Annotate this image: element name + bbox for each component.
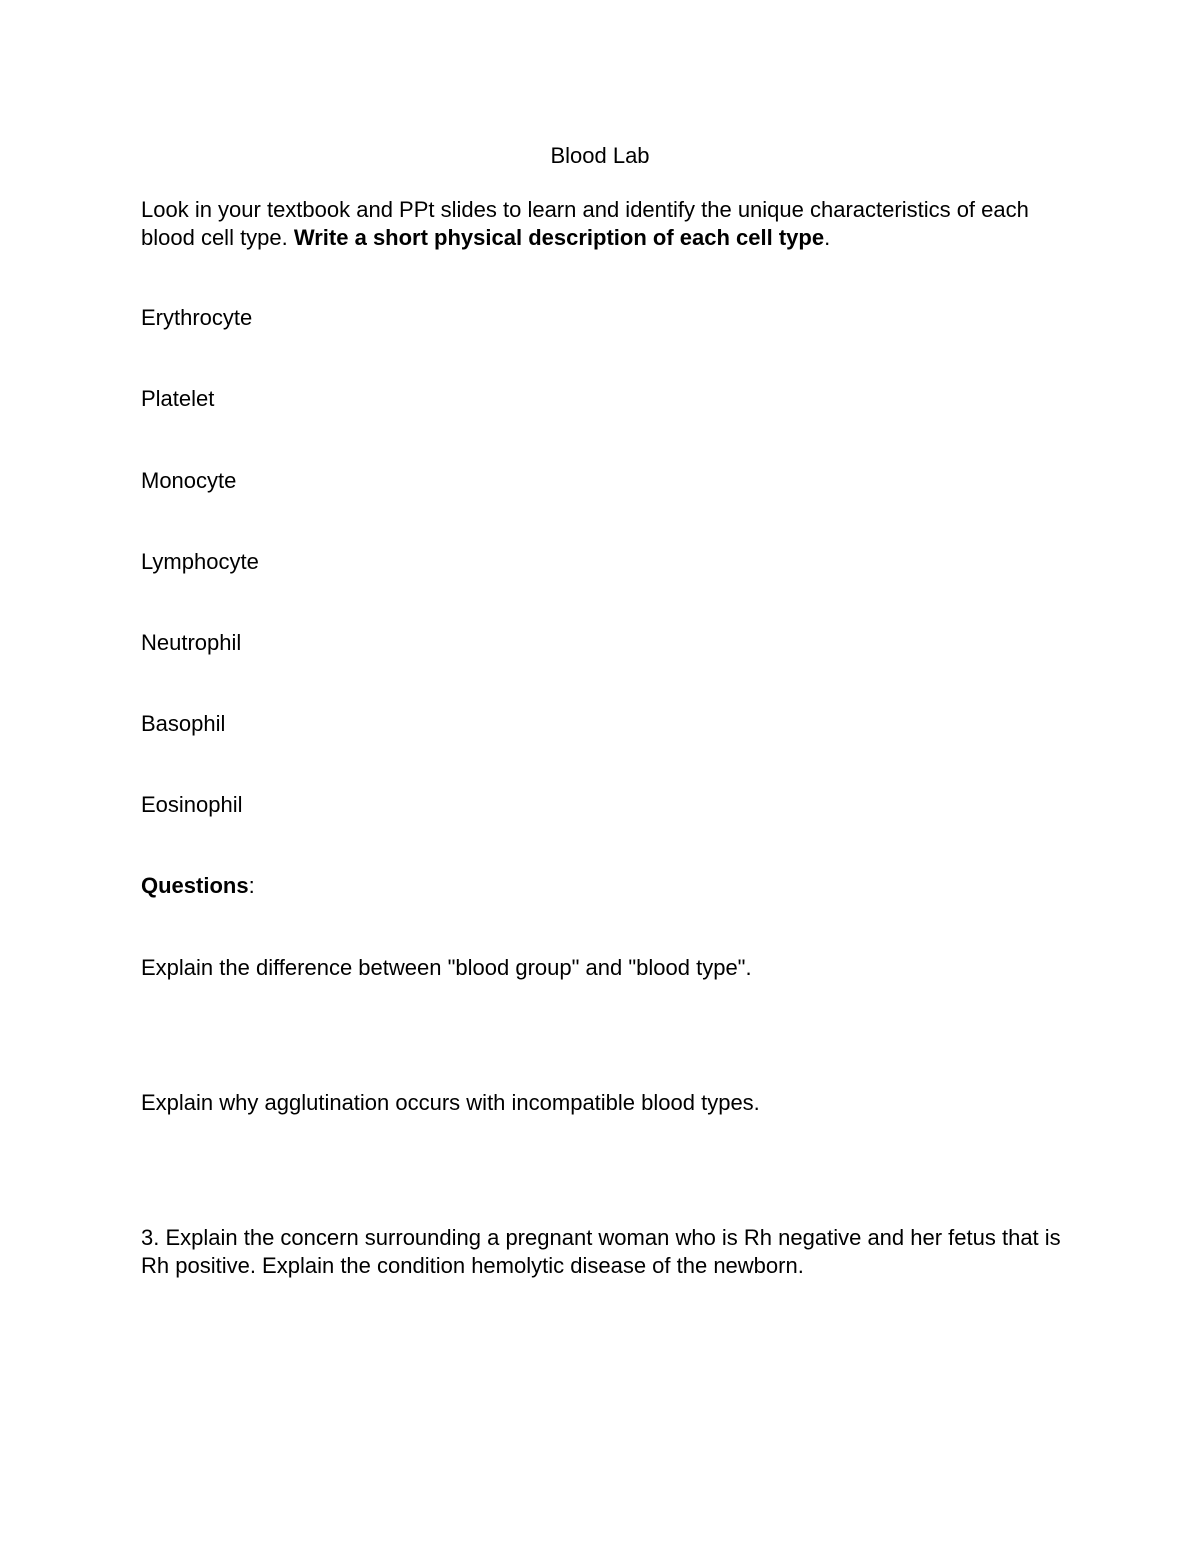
document-title: Blood Lab bbox=[550, 143, 650, 168]
cell-type-erythrocyte: Erythrocyte bbox=[141, 305, 253, 330]
intro-paragraph bbox=[141, 196, 1061, 252]
question-1: Explain the difference between "blood group" and "blood type". bbox=[141, 955, 752, 980]
cell-type-neutrophil: Neutrophil bbox=[141, 630, 242, 655]
intro-text: Look in your textbook and PPt slides to learn and identify the unique characteristics of each blood cell type. bbox=[141, 197, 1029, 250]
intro-period: . bbox=[824, 225, 831, 250]
cell-type-platelet: Platelet bbox=[141, 386, 215, 411]
cell-type-basophil: Basophil bbox=[141, 711, 226, 736]
cell-type-monocyte: Monocyte bbox=[141, 468, 237, 493]
question-2: Explain why agglutination occurs with incompatible blood types. bbox=[141, 1090, 760, 1115]
cell-type-lymphocyte: Lymphocyte bbox=[141, 549, 259, 574]
intro-instruction-bold: Write a short physical description of each cell type bbox=[293, 225, 825, 250]
questions-heading-label: Questions bbox=[141, 873, 249, 898]
questions-heading-colon: : bbox=[248, 873, 255, 898]
questions-heading bbox=[141, 872, 255, 900]
question-3: 3. Explain the concern surrounding a pregnant woman who is Rh negative and her fetus that is Rh positive. Explain the condition hemolytic disease of the newborn. bbox=[141, 1225, 1061, 1278]
cell-type-eosinophil: Eosinophil bbox=[141, 792, 243, 817]
